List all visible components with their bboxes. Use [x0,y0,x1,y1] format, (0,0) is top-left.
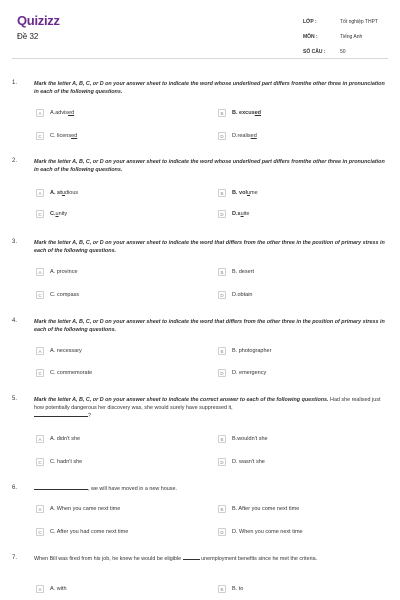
option-text: A. province [50,269,78,275]
option-text: B. volume [232,190,258,196]
header-divider [12,58,388,59]
question-text: Mark the letter A, B, C, or D on your answer sheet to indicate the word that differs from the other three in the position of primary stress in each of the following questions. [34,240,385,254]
option-text: A. studious [50,190,79,196]
option-c[interactable] [36,528,128,536]
option-badge: A [36,505,44,513]
option-badge: A [36,189,44,197]
meta-label: SỐ CÂU : [303,48,326,55]
option-badge: D [218,458,226,466]
option-a[interactable] [36,585,67,593]
option-badge: B [218,347,226,355]
option-a[interactable] [36,505,120,513]
option-badge: C [36,458,44,466]
option-a[interactable] [36,189,78,197]
meta-row-class [303,14,393,29]
meta-value: Tốt nghiệp THPT [340,18,378,25]
option-text: D.obtain [232,292,253,298]
option-badge: D [218,528,226,536]
option-a[interactable] [36,109,74,117]
option-c[interactable] [36,458,82,466]
option-text: B.wouldn't she [232,436,268,442]
option-text: B. After you come next time [232,506,300,512]
option-badge: A [36,435,44,443]
meta-info [303,14,393,59]
answer-blank [183,559,200,560]
meta-value: Tiếng Anh [340,33,363,40]
option-d[interactable] [218,528,303,536]
option-d[interactable] [218,291,253,299]
option-a[interactable] [36,347,82,355]
option-text: B. excused [232,110,262,116]
option-badge: A [36,109,44,117]
option-text: C. hadn't she [50,459,83,465]
meta-row-count [303,44,393,59]
option-badge: C [36,291,44,299]
option-text: A. didn't she [50,436,81,442]
option-b[interactable] [218,435,268,443]
option-text: D. wasn't she [232,459,265,465]
question-number: 2. [12,158,18,164]
question-text: When Bill was fired from his job, he knew he would be eligible unemployment benefits since he met the criteria. [34,556,318,562]
question-text: , we will have moved in a new house. [34,485,390,493]
option-text: A. When you came next time [50,506,121,512]
option-text: A. with [50,586,67,592]
option-c[interactable] [36,210,67,218]
option-badge: B [218,189,226,197]
option-b[interactable] [218,347,271,355]
question-text: Mark the letter A, B, C, or D on your answer sheet to indicate the word that differs from the other three in the position of primary stress in each of the following questions. [34,319,385,333]
option-text: D. When you come next time [232,529,303,535]
question-number: 3. [12,239,18,245]
option-a[interactable] [36,435,80,443]
option-d[interactable] [218,132,257,140]
option-text: B. desert [232,269,255,275]
answer-blank [34,489,88,490]
option-badge: B [218,109,226,117]
meta-label: LỚP : [303,18,317,25]
option-badge: A [36,585,44,593]
option-text: C. licensed [50,133,78,139]
worksheet-title: Đề 32 [17,32,39,41]
option-b[interactable] [218,109,261,117]
question-text: Mark the letter A, B, C, or D on your answer sheet to indicate the word whose underlined part differs fromthe other three in pronunciation in each of the following questions. [34,159,385,173]
option-c[interactable] [36,369,92,377]
option-badge: C [36,132,44,140]
option-badge: B [218,435,226,443]
option-text: B. photographer [232,348,272,354]
option-text: A. necessary [50,348,82,354]
option-c[interactable] [36,291,79,299]
option-d[interactable] [218,210,249,218]
option-badge: C [36,528,44,536]
option-badge: B [218,268,226,276]
answer-blank [34,416,88,417]
option-badge: D [218,132,226,140]
option-badge: B [218,585,226,593]
option-text: B. to [232,586,244,592]
meta-value: 50 [340,48,346,55]
meta-label: MÔN : [303,33,318,40]
option-text: C. After you had come next time [50,529,129,535]
option-d[interactable] [218,369,266,377]
option-badge: A [36,347,44,355]
option-badge: C [36,210,44,218]
quizizz-logo: Quizizz [17,13,60,28]
meta-row-subject [303,29,393,44]
option-badge: C [36,369,44,377]
option-badge: A [36,268,44,276]
option-text: C. commemorate [50,370,93,376]
option-text: C. compass [50,292,80,298]
option-badge: D [218,210,226,218]
question-number: 1. [12,80,18,86]
option-b[interactable] [218,189,258,197]
question-number: 4. [12,318,18,324]
question-number: 5. [12,396,18,402]
option-d[interactable] [218,458,265,466]
option-b[interactable] [218,505,299,513]
option-text: D.realised [232,133,257,139]
question-text: Mark the letter A, B, C, or D on your answer sheet to indicate the correct answer to each of the following questions. Had she realised just how potentially dangerous her discovery was, she would surely have suppressed it, ? [34,397,381,419]
option-text: D.suite [232,211,250,217]
option-badge: B [218,505,226,513]
question-text: Mark the letter A, B, C, or D on your answer sheet to indicate the word whose underlined part differs fromthe other three in pronunciation in each of the following questions. [34,81,385,95]
option-c[interactable] [36,132,77,140]
option-b[interactable] [218,268,254,276]
question-number: 6. [12,485,18,491]
option-badge: D [218,369,226,377]
option-text: C.unity [50,211,68,217]
option-text: A.advised [50,110,75,116]
option-badge: D [218,291,226,299]
question-number: 7. [12,555,18,561]
option-a[interactable] [36,268,78,276]
option-b[interactable] [218,585,243,593]
option-text: D. emergency [232,370,267,376]
